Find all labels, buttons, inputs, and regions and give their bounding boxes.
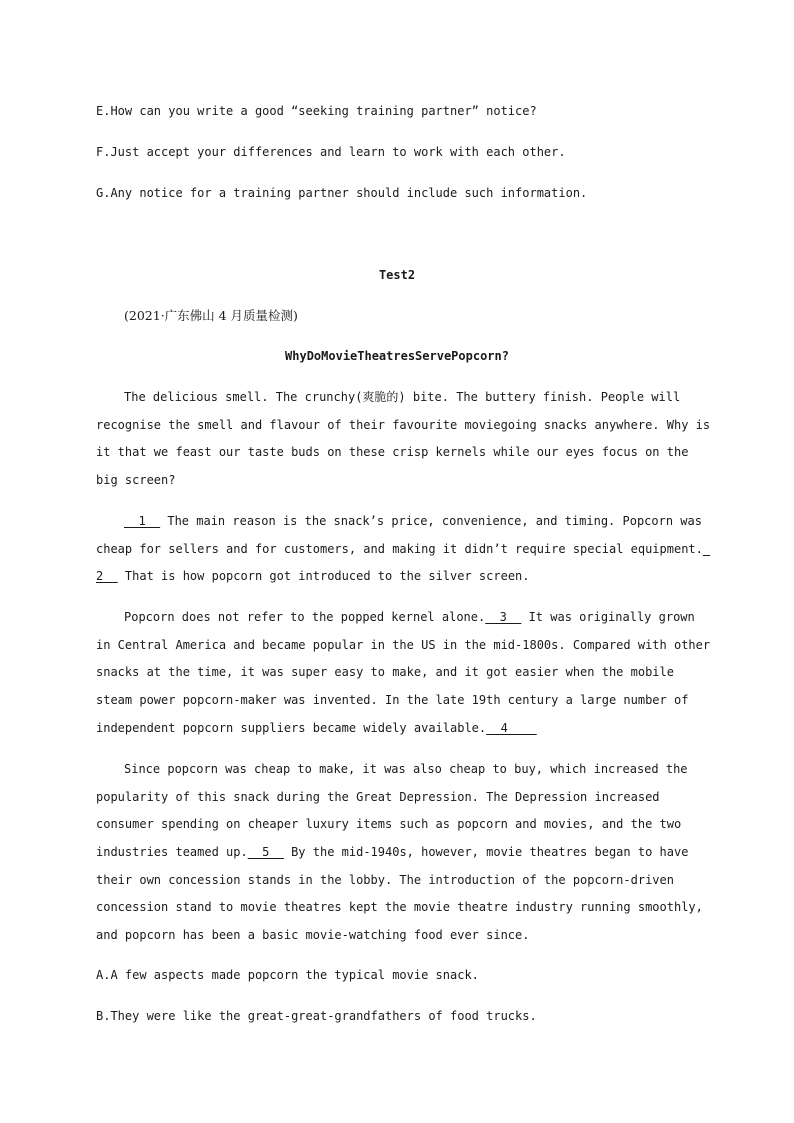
para3-text-1b: It was originally grown [521,610,695,624]
para4-line-7: and popcorn has been a basic movie-watching food ever since. [96,928,530,943]
para1-line-4: big screen? [96,473,176,488]
para4-line-6: concession stand to movie theatres kept the movie theatre industry running smoothly, [96,900,703,915]
blank-5[interactable]: 5 [247,845,284,860]
para4-text-4a: industries teamed up. [96,845,248,860]
paragraph-4 [96,761,706,955]
para3-text-1a: Popcorn does not refer to the popped kernel alone. [124,610,486,624]
para3-line-5 [96,720,706,748]
source-note: (2021·广东佛山 4 月质量检测) [124,308,298,323]
blank-1[interactable]: 1 [124,514,161,528]
para2-text-3: That is how popcorn got introduced to the silver screen. [117,569,530,584]
para3-text-5a: independent popcorn suppliers became widely available. [96,720,487,735]
article-title: WhyDoMovieTheatresServePopcorn? [285,349,509,363]
para3-line-4: steam power popcorn-maker was invented. In the late 19th century a large number of [96,693,689,708]
para3-line-1 [96,609,706,637]
para3-line-2: in Central America and became popular in the US in the mid-1800s. Compared with other [96,637,711,652]
para2-line-2 [96,541,706,569]
para1-line-2: recognise the smell and flavour of their favourite moviegoing snacks anywhere. Why is [96,417,711,432]
blank-2-lead [703,541,710,557]
para3-line-3: snacks at the time, it was super easy to make, and it got easier when the mobile [96,665,674,680]
blank-3[interactable]: 3 [485,610,522,624]
para4-line-1: Since popcorn was cheap to make, it was also cheap to buy, which increased the [124,762,688,776]
option-b: B.They were like the great-great-grandfathers of food trucks. [96,1009,537,1023]
para2-text-2: cheap for sellers and for customers, and making it didn’t require special equipment. [96,541,703,556]
para4-line-4 [96,844,706,872]
paragraph-3 [96,609,711,747]
para2-text-1: The main reason is the snack’s price, convenience, and timing. Popcorn was [160,514,702,528]
option-g: G.Any notice for a training partner should include such information. [96,186,588,200]
option-e: E.How can you write a good “seeking training partner” notice? [96,104,537,118]
para4-line-3: consumer spending on cheaper luxury items such as popcorn and movies, and the two [96,817,682,832]
para1-line-3: it that we feast our taste buds on these crisp kernels while our eyes focus on the [96,445,689,460]
para4-line-5: their own concession stands in the lobby. The introduction of the popcorn-driven [96,872,674,887]
para2-line-1 [96,513,706,541]
blank-4[interactable]: 4 [486,720,537,735]
blank-2[interactable]: 2 [96,569,118,584]
option-a: A.A few aspects made popcorn the typical movie snack. [96,968,479,982]
para4-line-2: popularity of this snack during the Great Depression. The Depression increased [96,789,660,804]
paragraph-1 [96,389,711,500]
para1-line-1: The delicious smell. The crunchy(爽脆的) bite. The buttery finish. People will [124,390,681,404]
para2-line-3 [96,568,706,596]
para4-text-4b: By the mid-1940s, however, movie theatres began to have [283,845,689,860]
option-f: F.Just accept your differences and learn to work with each other. [96,145,566,159]
test-title: Test2 [378,268,416,282]
paragraph-2 [96,513,706,596]
